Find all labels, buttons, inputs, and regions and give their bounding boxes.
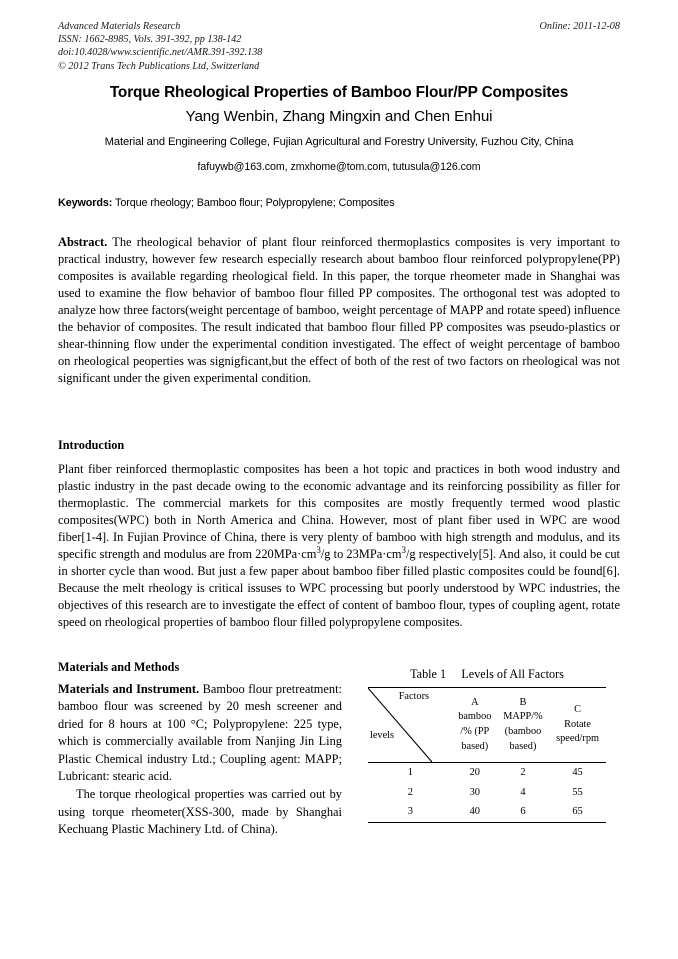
journal-header xyxy=(58,20,620,73)
column-a-line-3: based) xyxy=(461,740,489,752)
torque-paragraph: The torque rheological properties was carried out by using torque rheometer(XSS-300, made by Shanghai Kechuang Plastic Machinery Ltd. of China). xyxy=(58,787,342,837)
table-row xyxy=(368,763,606,783)
row-2-value-b: 4 xyxy=(520,786,526,798)
column-header-a xyxy=(453,688,497,763)
doi-line: doi:10.4028/www.scientific.net/AMR.391-392.138 xyxy=(58,47,263,59)
introduction-part-3: /g respectively[5]. And also, it could be cut in shorter cycle than wood. But just a few paper about bamboo fiber filled plastic composites could be found[6]. Because the melt rheology is critical issuses to WPC processing but poorly understood by WPC industries, the objectives of this research are to investigate the effect of content of bamboo flour, types of coupling agent, rotate speed on rheological properties of bamboo flour filled polypropylene composites. xyxy=(58,547,620,630)
column-a-line-1: bamboo xyxy=(458,711,492,723)
corner-label-levels: levels xyxy=(370,730,395,741)
introduction-part-2: /g to 23MPa·cm xyxy=(320,547,402,562)
row-2-value-c: 55 xyxy=(572,786,583,798)
abstract-block xyxy=(58,234,620,387)
methods-left-column xyxy=(58,681,342,839)
materials-label: Materials and Instrument. xyxy=(58,682,200,696)
table-row xyxy=(368,783,606,803)
row-3-value-c: 65 xyxy=(572,806,583,818)
row-3-level: 3 xyxy=(407,806,413,818)
affiliation: Material and Engineering College, Fujian Agricultural and Forestry University, Fuzhou City, China xyxy=(104,136,574,148)
corner-label-factors: Factors xyxy=(398,691,429,702)
methods-heading: Materials and Methods xyxy=(58,660,180,674)
column-b-line-2: (bamboo xyxy=(504,726,542,737)
row-2-level: 2 xyxy=(407,786,413,798)
online-date: Online: 2011-12-08 xyxy=(539,21,620,32)
table-caption: Table 1 Levels of All Factors xyxy=(410,667,564,681)
column-c-line-2: speed/rpm xyxy=(556,733,599,745)
row-1-value-a: 20 xyxy=(469,767,480,779)
abstract-label: Abstract. xyxy=(58,235,108,249)
row-1-value-b: 2 xyxy=(520,767,526,779)
materials-text: Bamboo flour pretreatment: bamboo flour was screened by 20 mesh screener and dried for 8 hours at 100 °C; Polypropylene: 225 type, which is commercially available from Nanjing Jin Ling Plastic Chemical industry Ltd.; Coupling agent: MAPP; Lubricant: stearic acid. xyxy=(58,682,342,784)
superscript-three-second: 3 xyxy=(401,545,406,556)
introduction-heading: Introduction xyxy=(58,438,125,452)
column-a-code: A xyxy=(471,696,479,708)
keywords-line xyxy=(58,196,620,210)
keywords-label: Keywords: xyxy=(58,197,113,209)
levels-of-all-factors-table xyxy=(368,687,606,823)
introduction-part-1: Plant fiber reinforced thermoplastic composites has been a hot topic and practices in both wood industry and plastic industry in the past decade owing to the economic advantage and its reinforcing possibility as filler for thermoplastic. The commercial markets for this composites are mostly frequently termed wood plastic composites(WPC) both in North America and China. However, most of plant fiber used in WPC are wood fiber[1-4]. In Fujian Province of China, there is very plenty of bamboo with high strength and modulus, and its specific strength and modulus are from 220MPa·cm xyxy=(58,462,620,562)
author-list: Yang Wenbin, Zhang Mingxin and Chen Enhui xyxy=(185,108,493,125)
column-b-line-3: based) xyxy=(509,740,537,752)
corner-header-cell xyxy=(368,688,453,763)
column-b-line-1: MAPP/% xyxy=(503,711,543,723)
journal-name: Advanced Materials Research xyxy=(58,21,181,32)
superscript-three-first: 3 xyxy=(316,545,321,556)
introduction-body xyxy=(58,461,620,631)
row-1-level: 1 xyxy=(407,767,413,779)
row-2-value-a: 30 xyxy=(469,786,480,798)
column-header-c xyxy=(549,688,606,763)
copyright-line: © 2012 Trans Tech Publications Ltd, Switzerland xyxy=(58,60,260,72)
column-a-line-2: /% (PP xyxy=(460,726,490,737)
issn-line: ISSN: 1662-8985, Vols. 391-392, pp 138-142 xyxy=(58,34,242,46)
abstract-text: The rheological behavior of plant flour reinforced thermoplastics composites is very important to practical industry, however few research especially research about bamboo flour reinforced polypropylene(PP) composites is available regarding rheological field. In this paper, the torque rheometer made in Shanghai was used to examine the flow behavior of bamboo flour filled PP composites. The orthogonal test was adopted to analyze how three factors(weight percentage of bamboo, weight percentage of MAPP and rotate speed) influence the behavior of composites. The result indicated that bamboo flour filled PP composites was pseudo-plastics or shear-thinning flow under the experimental condition investigated. The effect of weight percentage of bamboo on rheological peoperties was signigficant,but the effect of both of the rest of two factors on rheological was not significant under the given experimental condition. xyxy=(58,235,621,386)
page-title: Torque Rheological Properties of Bamboo Flour/PP Composites xyxy=(109,84,569,101)
column-header-b xyxy=(497,688,549,763)
table-1-container xyxy=(368,666,606,823)
materials-paragraph xyxy=(58,681,342,785)
row-1-value-c: 45 xyxy=(572,767,583,779)
column-c-code: C xyxy=(574,704,581,716)
keywords-value: Torque rheology; Bamboo flour; Polypropylene; Composites xyxy=(115,197,395,209)
table-header-row xyxy=(368,688,606,763)
table-row xyxy=(368,802,606,822)
column-c-line-1: Rotate xyxy=(564,718,591,730)
author-emails: fafuywb@163.com, zmxhome@tom.com, tutusula@126.com xyxy=(197,161,481,173)
column-b-code: B xyxy=(519,696,527,708)
row-3-value-b: 6 xyxy=(520,806,526,818)
row-3-value-a: 40 xyxy=(469,806,480,818)
